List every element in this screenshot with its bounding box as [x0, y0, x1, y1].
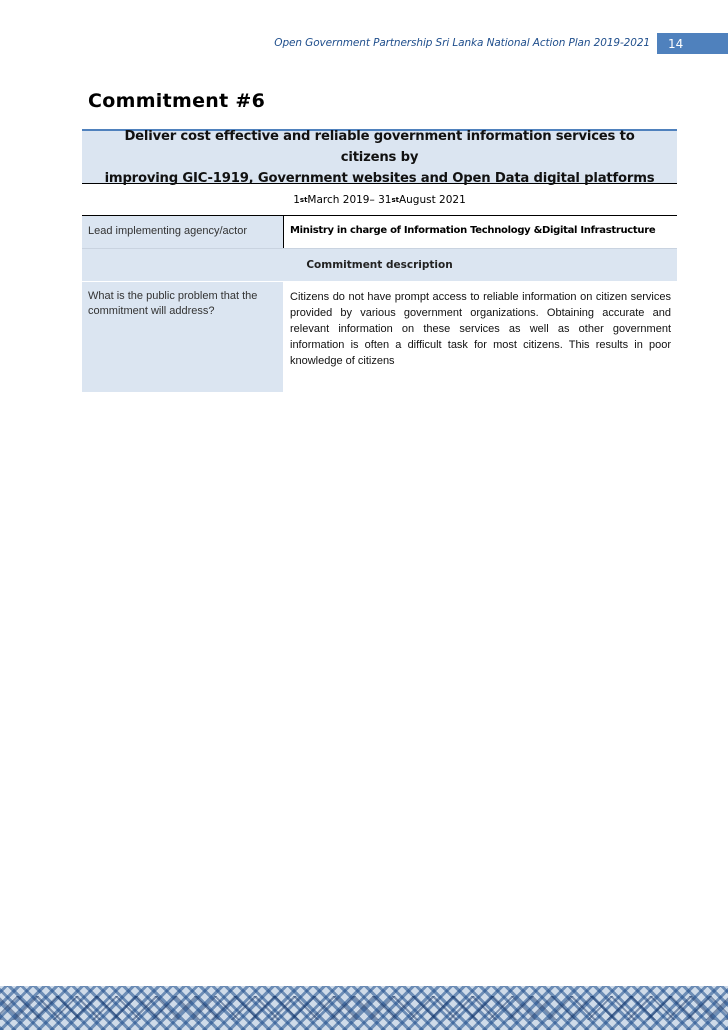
commitment-title-line1: Deliver cost effective and reliable government information services to citizens by: [124, 128, 635, 165]
date-end-rest: August 2021: [398, 193, 466, 206]
commitment-description-header: Commitment description: [82, 248, 677, 281]
agency-label: Lead implementing agency/actor: [82, 216, 283, 248]
date-end-sup: st: [391, 195, 399, 204]
problem-value: Citizens do not have prompt access to reliable information on citizen services provided by various government organizations. Obtaining accurate and relevant information on these services as well as other government information is often a difficult task for most citizens. This results in poor knowledge of citizens: [290, 291, 671, 367]
footer-pattern-inner: [0, 996, 728, 1020]
commitment-title-line2: improving GIC-1919, Government websites and Open Data digital platforms: [104, 170, 655, 186]
problem-row: [82, 281, 677, 392]
agency-value: Ministry in charge of Information Technology &Digital Infrastructure: [283, 215, 677, 248]
commitment-title-row: [82, 128, 677, 186]
agency-row: [82, 215, 677, 248]
problem-label: What is the public problem that the commitment will address?: [82, 282, 283, 392]
decorative-footer-pattern: [0, 986, 728, 1030]
date-start-day: 1: [293, 193, 300, 206]
date-start-rest: March 2019– 31: [307, 193, 392, 206]
commitment-heading: Commitment #6: [88, 90, 266, 112]
date-start-sup: st: [299, 195, 308, 204]
page-number-badge: 14: [657, 33, 728, 54]
commitment-table: [82, 129, 677, 392]
running-header-title: Open Government Partnership Sri Lanka National Action Plan 2019-2021: [274, 37, 650, 49]
